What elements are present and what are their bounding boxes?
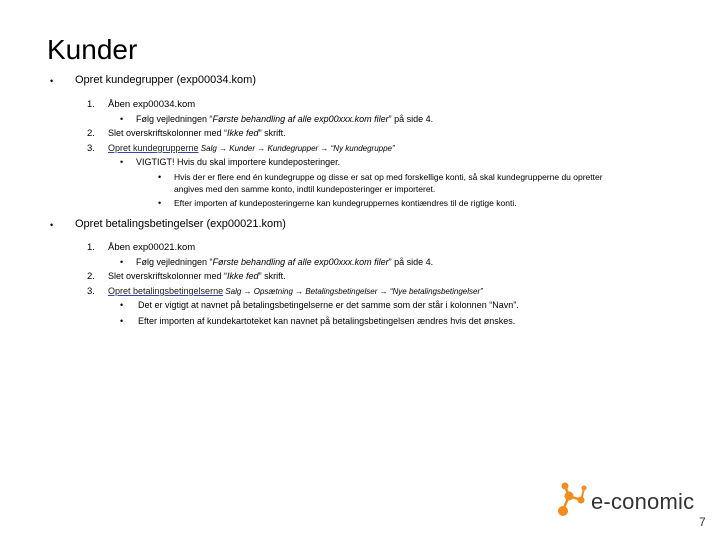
page-number: 7: [699, 515, 706, 529]
brand-name: e-conomic: [591, 489, 695, 514]
list-item: Åben exp00021.kom: [108, 242, 196, 253]
menu-path: Salg → Kunder → Kundegrupper → “Ny kundegruppe”: [198, 144, 395, 153]
kundegrupper-link[interactable]: Opret kundegrupperne: [108, 143, 199, 153]
list-subitem: VIGTIGT! Hvis du skal importere kundeposteringer.: [136, 157, 341, 167]
text-part: ” på side 4.: [388, 114, 434, 124]
bullet: •: [50, 220, 54, 230]
list-subsubitem-cont: angives med den samme konto, indtil kundeposteringer er importeret.: [174, 184, 436, 194]
text-part: Slet overskriftskolonner med “: [108, 128, 228, 138]
text-emphasis: Første behandling af alle exp00xxx.kom filer: [212, 114, 389, 124]
text-emphasis: Ikke fed: [227, 271, 259, 281]
bullet: •: [120, 157, 124, 167]
text-part: ” på side 4.: [388, 257, 434, 267]
text-part: ” skrift.: [258, 128, 286, 138]
section-heading-betalingsbetingelser: Opret betalingsbetingelser (exp00021.kom): [75, 218, 286, 230]
list-number: 1.: [87, 242, 95, 253]
page-title: Kunder: [47, 34, 138, 65]
text-part: Slet overskriftskolonner med “: [108, 271, 228, 281]
menu-path: Salg → Opsætning → Betalingsbetingelser → “Nye betalingsbetingelser”: [223, 287, 483, 296]
text-part: ” skrift.: [258, 271, 286, 281]
bullet: •: [50, 76, 54, 86]
text-part: Følg vejledningen “: [136, 114, 213, 124]
list-item: [108, 143, 395, 153]
betalingsbetingelser-link[interactable]: Opret betalingsbetingelserne: [108, 286, 224, 296]
section-heading-kundegrupper: Opret kundegrupper (exp00034.kom): [75, 74, 256, 86]
list-subitem: Efter importen af kundekartoteket kan navnet på betalingsbetingelsen ændres hvis det ønskes.: [138, 316, 516, 326]
list-subitem: [136, 257, 433, 267]
list-item: [108, 128, 286, 138]
list-number: 2.: [87, 128, 95, 139]
text-emphasis: Første behandling af alle exp00xxx.kom filer: [212, 257, 389, 267]
list-subsubitem: Efter importen af kundeposteringerne kan kundegruppernes kontiændres til de rigtige konti.: [174, 198, 517, 208]
list-subitem: [136, 114, 433, 124]
bullet: •: [120, 114, 124, 124]
bullet: •: [120, 257, 124, 267]
bullet: •: [158, 198, 162, 208]
text-part: Følg vejledningen “: [136, 257, 213, 267]
bullet: •: [120, 300, 124, 310]
list-item: Åben exp00034.kom: [108, 99, 196, 110]
list-number: 3.: [87, 286, 95, 297]
list-item: [108, 286, 483, 296]
list-number: 2.: [87, 271, 95, 282]
bullet: •: [158, 172, 162, 182]
bullet: •: [120, 316, 124, 326]
text-emphasis: Ikke fed: [227, 128, 259, 138]
list-subitem: Det er vigtigt at navnet på betalingsbetingelserne er det samme som der står i kolonnen “Navn”.: [138, 300, 519, 310]
list-number: 3.: [87, 143, 95, 154]
list-subsubitem: Hvis der er flere end én kundegruppe og disse er sat op med forskellige konti, så skal kundegrupperne du opretter: [174, 172, 603, 182]
list-number: 1.: [87, 99, 95, 110]
list-item: [108, 271, 286, 281]
